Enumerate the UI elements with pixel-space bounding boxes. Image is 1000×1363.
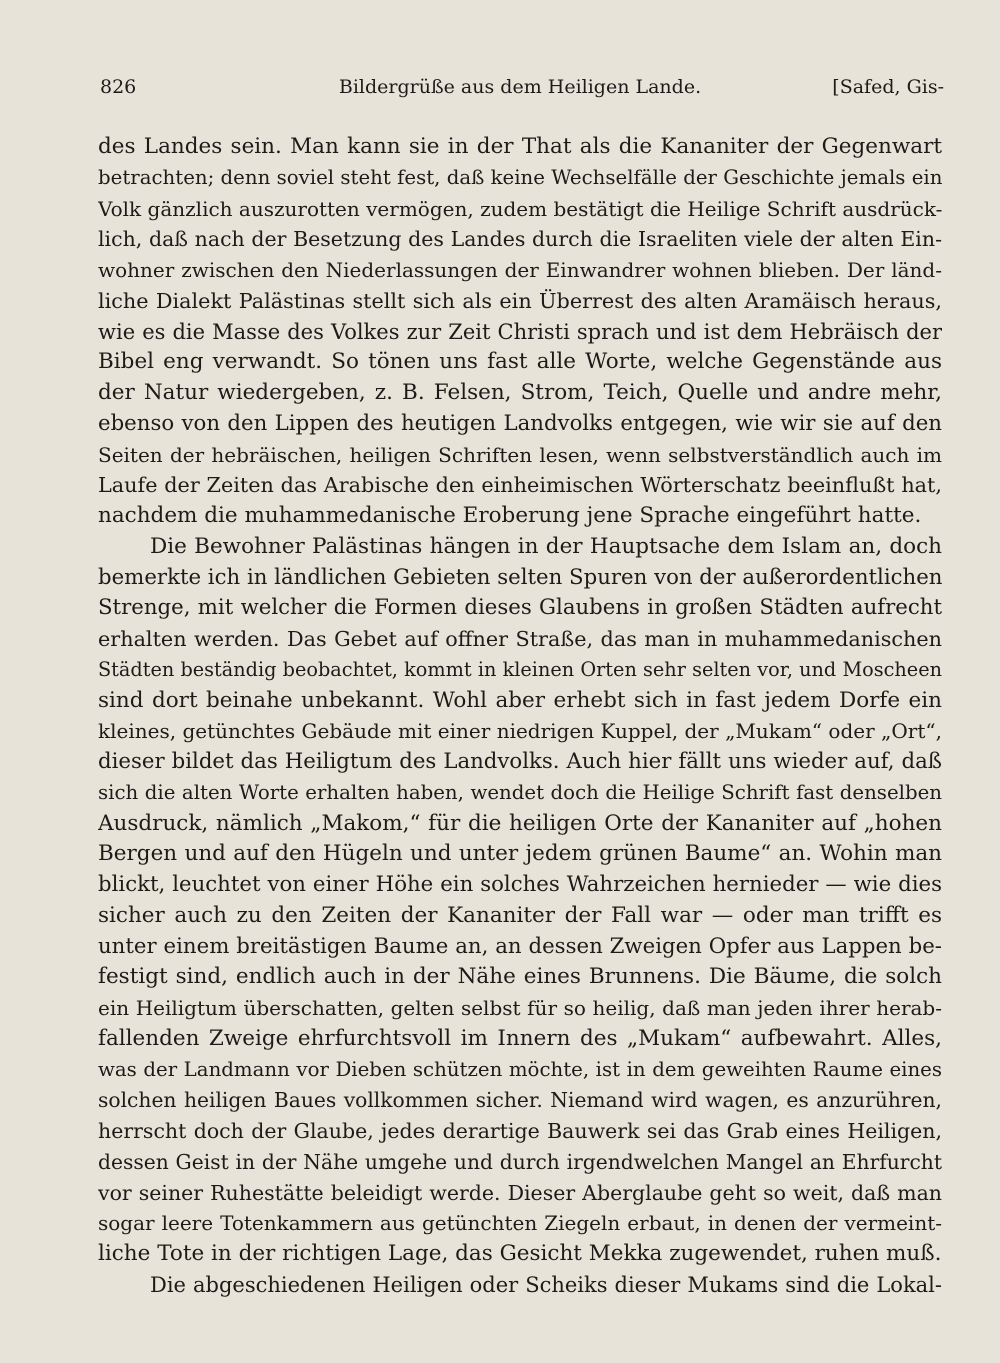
page-number: 826 xyxy=(100,76,137,98)
page-header xyxy=(100,76,944,106)
text-line: der Natur wiedergeben, z. B. Felsen, Strom, Teich, Quelle und andre mehr, xyxy=(98,380,942,405)
text-line: liche Dialekt Palästinas stellt sich als ein Überrest des alten Aramäisch heraus, xyxy=(98,288,942,313)
text-line: sind dort beinahe unbekannt. Wohl aber erhebt sich in fast jedem Dorfe ein xyxy=(98,687,942,713)
text-line: sich die alten Worte erhalten haben, wendet doch die Heilige Schrift fast denselben xyxy=(98,780,942,804)
text-line: Bibel eng verwandt. So tönen uns fast alle Worte, welche Gegenstände aus xyxy=(98,349,942,375)
text-line: sogar leere Totenkammern aus getünchten Ziegeln erbaut, in denen der vermeint- xyxy=(98,1211,942,1236)
text-line: ebenso von den Lippen des heutigen Landvolks entgegen, wie wir sie auf den xyxy=(98,410,942,436)
text-line: liche Tote in der richtigen Lage, das Gesicht Mekka zugewendet, ruhen muß. xyxy=(98,1241,942,1266)
text-line: unter einem breitästigen Baume an, an dessen Zweigen Opfer aus Lappen be- xyxy=(98,933,942,959)
text-line: bemerkte ich in ländlichen Gebieten selten Spuren von der außerordentlichen xyxy=(98,564,942,590)
text-line: betrachten; denn soviel steht fest, daß keine Wechselfälle der Geschichte jemals ein xyxy=(98,165,942,189)
text-line: Laufe der Zeiten das Arabische den einheimischen Wörterschatz beeinflußt hat, xyxy=(98,473,942,498)
text-line: nachdem die muhammedanische Eroberung jene Sprache eingeführt hatte. xyxy=(98,503,922,528)
text-line: Die Bewohner Palästinas hängen in der Hauptsache dem Islam an, doch xyxy=(150,533,942,559)
running-section: [Safed, Gis- xyxy=(832,76,944,98)
text-line: fallenden Zweige ehrfurchtsvoll im Innern des „Mukam“ aufbewahrt. Alles, xyxy=(98,1025,942,1051)
text-line: festigt sind, endlich auch in der Nähe eines Brunnens. Die Bäume, die solch xyxy=(98,964,942,990)
text-line: erhalten werden. Das Gebet auf offner Straße, das man in muhammedanischen xyxy=(98,627,942,651)
text-line: wohner zwischen den Niederlassungen der Einwandrer wohnen blieben. Der länd- xyxy=(98,258,942,282)
text-line: Strenge, mit welcher die Formen dieses Glaubens in großen Städten aufrecht xyxy=(98,595,942,621)
text-line: sicher auch zu den Zeiten der Kananiter der Fall war — oder man trifft es xyxy=(98,902,942,928)
text-line: vor seiner Ruhestätte beleidigt werde. Dieser Aberglaube geht so weit, daß man xyxy=(98,1180,942,1205)
text-line: Ausdruck, nämlich „Makom,“ für die heiligen Orte der Kananiter auf „hohen xyxy=(98,810,942,836)
text-line: dessen Geist in der Nähe umgehe und durch irgendwelchen Mangel an Ehrfurcht xyxy=(98,1149,942,1174)
text-line: Bergen und auf den Hügeln und unter jedem grünen Baume“ an. Wohin man xyxy=(98,841,942,867)
body-text xyxy=(98,132,942,1301)
text-line: lich, daß nach der Besetzung des Landes durch die Israeliten viele der alten Ein- xyxy=(98,227,942,252)
text-line: dieser bildet das Heiligtum des Landvolks. Auch hier fällt uns wieder auf, daß xyxy=(98,749,942,774)
text-line: Städten beständig beobachtet, kommt in kleinen Orten sehr selten vor, und Moscheen xyxy=(98,657,942,681)
text-line: Die abgeschiedenen Heiligen oder Scheiks dieser Mukams sind die Lokal- xyxy=(150,1272,942,1297)
running-title: Bildergrüße aus dem Heiligen Lande. xyxy=(338,76,702,98)
text-line: Seiten der hebräischen, heiligen Schriften lesen, wenn selbstverständlich auch im xyxy=(98,442,942,467)
text-line: wie es die Masse des Volkes zur Zeit Christi sprach und ist dem Hebräisch der xyxy=(98,319,942,344)
text-line: ein Heiligtum überschatten, gelten selbst für so heilig, daß man jeden ihrer herab- xyxy=(98,996,942,1020)
text-line: des Landes sein. Man kann sie in der That als die Kananiter der Gegenwart xyxy=(98,134,942,159)
text-line: blickt, leuchtet von einer Höhe ein solches Wahrzeichen hernieder — wie dies xyxy=(98,872,942,897)
text-line: solchen heiligen Baues vollkommen sicher. Niemand wird wagen, es anzurühren, xyxy=(98,1088,942,1113)
text-line: Volk gänzlich auszurotten vermögen, zudem bestätigt die Heilige Schrift ausdrück- xyxy=(98,196,942,221)
text-line: kleines, getünchtes Gebäude mit einer niedrigen Kuppel, der „Mukam“ oder „Ort“, xyxy=(98,719,942,744)
text-line: was der Landmann vor Dieben schützen möchte, ist in dem geweihten Raume eines xyxy=(98,1057,942,1081)
text-line: herrscht doch der Glaube, jedes derartige Bauwerk sei das Grab eines Heiligen, xyxy=(98,1119,942,1143)
